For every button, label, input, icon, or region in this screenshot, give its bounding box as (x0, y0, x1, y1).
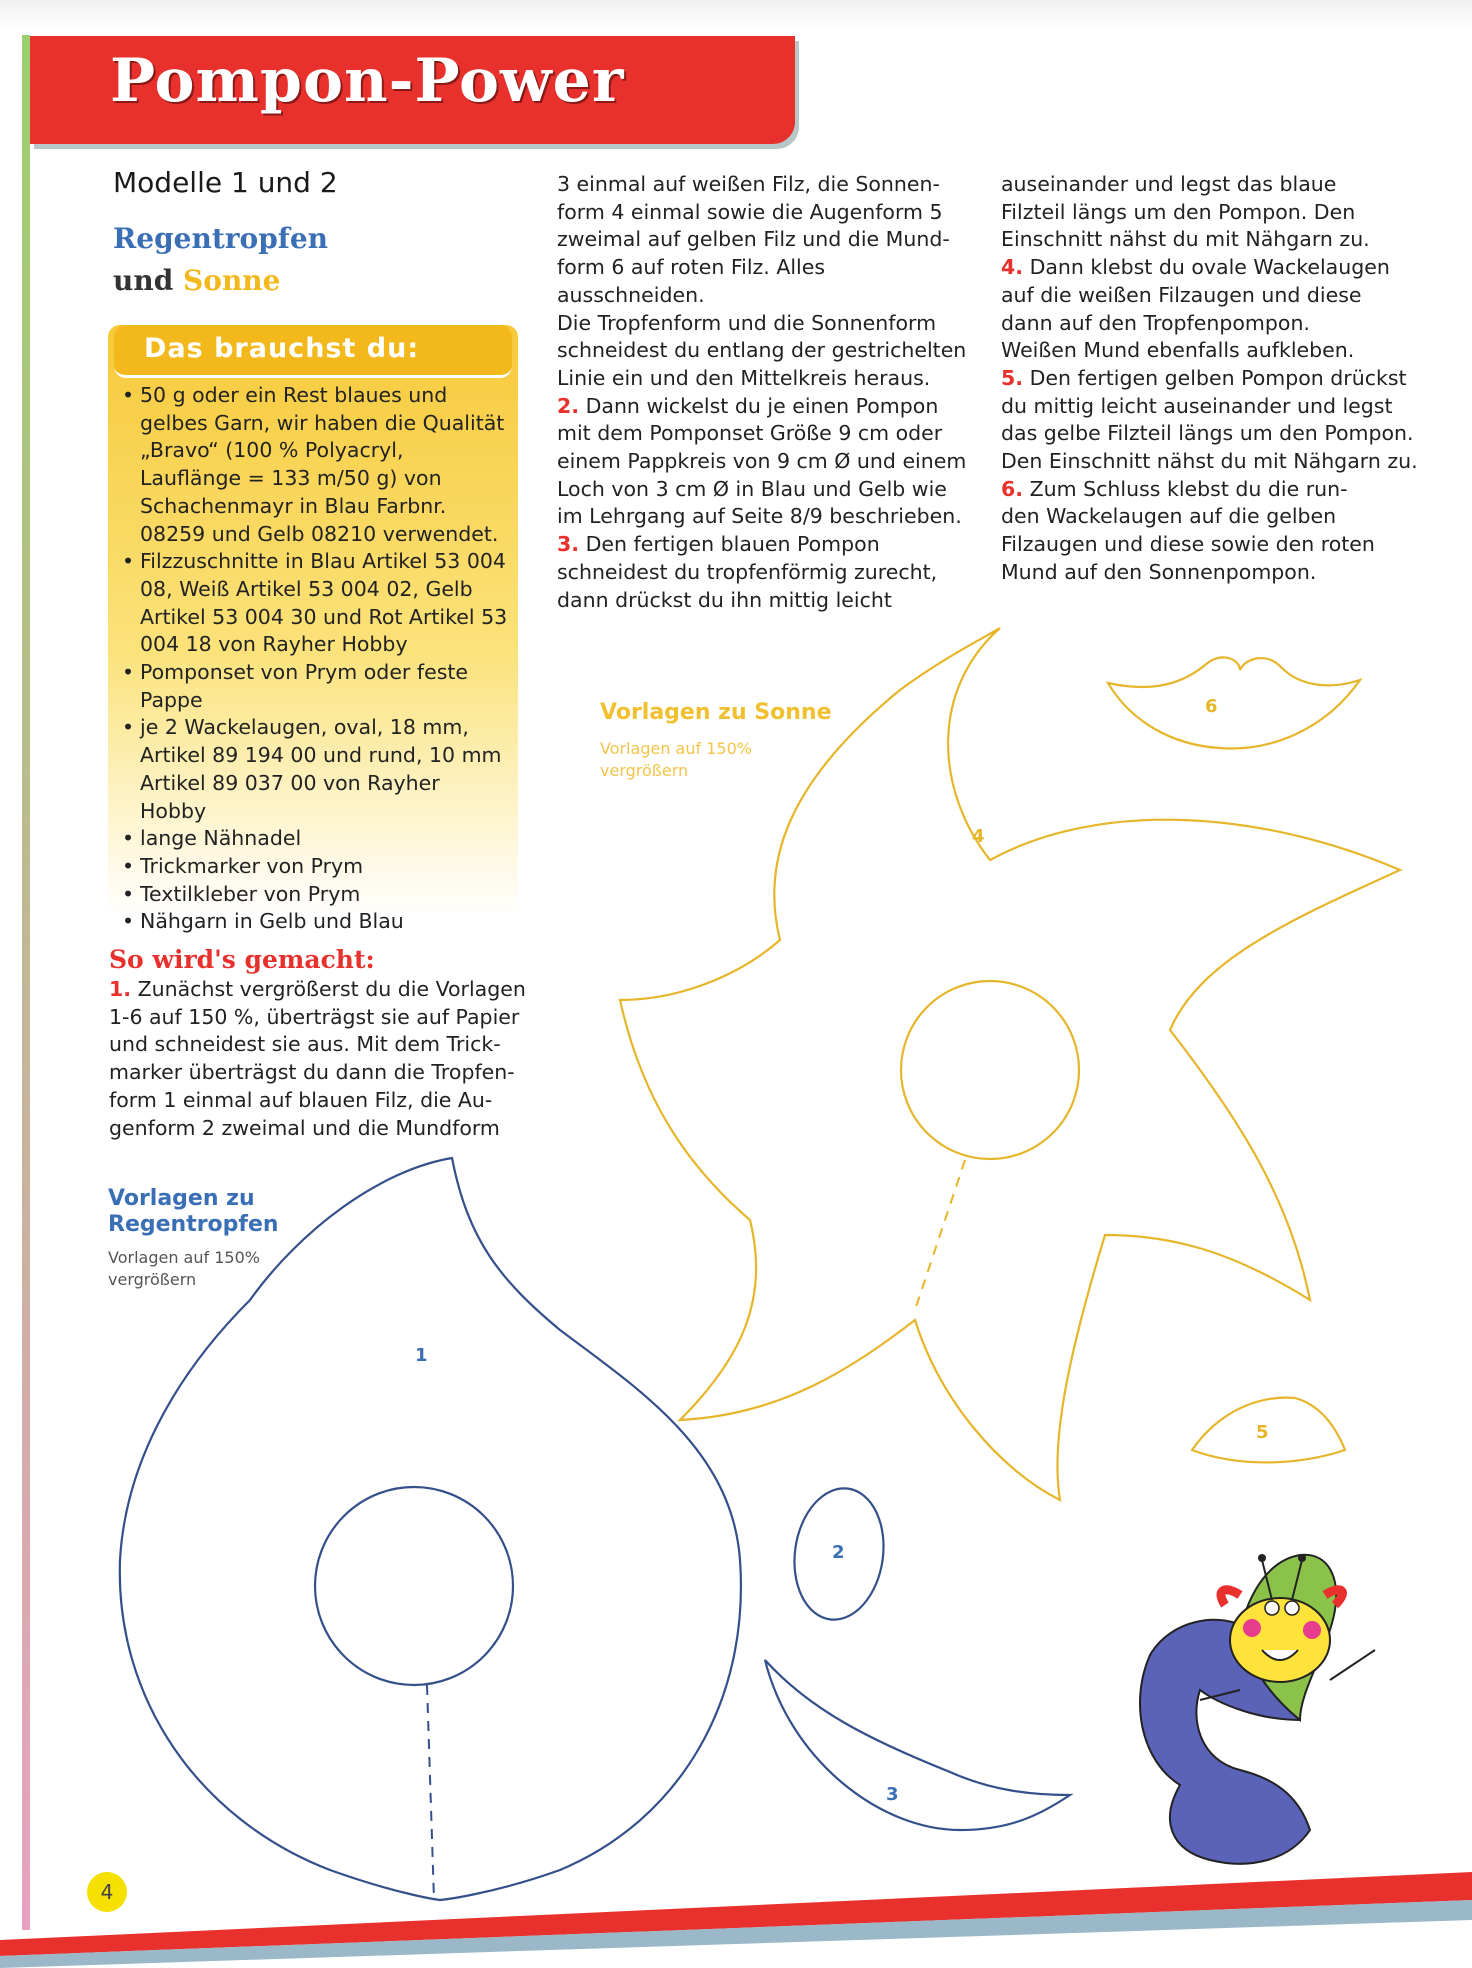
raindrop-templates-title-line: Vorlagen zu (108, 1186, 255, 1211)
step-text-line: Loch von 3 cm Ø in Blau und Gelb wie (557, 476, 947, 501)
step-text-line: auf die weißen Filzaugen und diese (1001, 282, 1362, 307)
materials-item: • lange Nähnadel (120, 825, 510, 853)
materials-item: • Trickmarker von Prym (120, 853, 510, 881)
step-text-line: form 4 einmal sowie die Augenform 5 (557, 199, 943, 224)
raindrop-templates-title-line: Regentropfen (108, 1212, 279, 1237)
mascot-worm-illustration (1140, 1554, 1375, 1864)
shape-label-4: 4 (972, 826, 985, 847)
step-text-line: schneidest du tropfenförmig zurecht, (557, 559, 938, 584)
step-text-line: Dann klebst du ovale Wackelaugen (1023, 255, 1390, 280)
shape-label-2: 2 (832, 1542, 845, 1563)
step-number: 5. (1001, 365, 1024, 390)
step-text-line: form 1 einmal auf blauen Filz, die Au- (109, 1087, 493, 1112)
step-text-line: Filzteil längs um den Pompon. Den (1001, 199, 1356, 224)
materials-item: • je 2 Wackelaugen, oval, 18 mm, Artikel 89 194 00 und rund, 10 mm Artikel 89 037 00 von Rayher Hobby (120, 714, 510, 825)
materials-item: • 50 g oder ein Rest blaues und gelbes Garn, wir haben die Qualität „Bravo“ (100 % Polyacryl, Lauflänge = 133 m/50 g) von Schachenmayr in Blau Farbnr. 08259 und Gelb 08210 verwendet. (120, 382, 510, 548)
raindrop-center-circle (315, 1487, 513, 1685)
step-text-line: schneidest du entlang der gestrichelten (557, 338, 967, 363)
materials-title: Das brauchst du: (144, 333, 420, 364)
step-text-line: Den fertigen blauen Pompon (585, 532, 880, 557)
step-number: 3. (557, 532, 580, 557)
step-text-line: Den fertigen gelben Pompon drückst (1029, 365, 1407, 390)
mouth-shape-3 (765, 1660, 1070, 1830)
step-text-line: 1-6 auf 150 %, überträgst sie auf Papier (109, 1004, 520, 1029)
step-text-line: auseinander und legst das blaue (1001, 172, 1337, 196)
step-text-line: Mund auf den Sonnenpompon. (1001, 559, 1317, 584)
step-text-line: marker überträgst du dann die Tropfen- (109, 1060, 515, 1085)
sun-center-circle (901, 981, 1079, 1159)
shape-label-1: 1 (415, 1345, 428, 1366)
models-subtitle: Modelle 1 und 2 (113, 166, 338, 199)
model-name-raindrop: Regentropfen (113, 222, 328, 255)
model-name-sun: Sonne (183, 264, 281, 297)
materials-item: • Pomponset von Prym oder feste Pappe (120, 659, 510, 714)
step-text-line: Weißen Mund ebenfalls aufkleben. (1001, 338, 1355, 363)
step-text-line: Filzaugen und diese sowie den roten (1001, 532, 1375, 557)
step-text-line: 3 einmal auf weißen Filz, die Sonnen- (557, 172, 940, 196)
step-text-line: Zum Schluss klebst du die run- (1029, 476, 1348, 501)
model-and: und (113, 264, 174, 297)
step-text-line: Dann wickelst du je einen Pompon (585, 393, 939, 418)
step-text-line: Zunächst vergrößerst du die Vorlagen (137, 977, 526, 1001)
sun-cut-line (915, 1160, 965, 1310)
materials-item: • Nähgarn in Gelb und Blau (120, 908, 510, 936)
step-text-line: den Wackelaugen auf die gelben (1001, 504, 1337, 529)
step-number: 6. (1001, 476, 1024, 501)
step-text-line: Einschnitt nähst du mit Nähgarn zu. (1001, 227, 1370, 252)
shape-label-6: 6 (1205, 696, 1218, 717)
step-text-line: und schneidest sie aus. Mit dem Trick- (109, 1032, 501, 1057)
step-text-line: dann drückst du ihn mittig leicht (557, 587, 892, 612)
raindrop-templates-note-line: vergrößern (108, 1270, 197, 1289)
step-text-line: form 6 auf roten Filz. Alles ausschneiden. (557, 255, 826, 307)
step-text-line: im Lehrgang auf Seite 8/9 beschrieben. (557, 504, 962, 529)
step-text-line: Linie ein und den Mittelkreis heraus. (557, 365, 931, 390)
mouth-shape-6 (1108, 657, 1360, 748)
step-text-line: Den Einschnitt nähst du mit Nähgarn zu. (1001, 449, 1418, 474)
page-number: 4 (87, 1872, 127, 1912)
shape-label-5: 5 (1256, 1422, 1269, 1443)
sun-shape-4 (620, 628, 1400, 1500)
step-text-line: du mittig leicht auseinander und legst (1001, 393, 1393, 418)
page-title: Pompon-Power (110, 46, 625, 116)
step-text-line: zweimal auf gelben Filz und die Mund- (557, 227, 950, 252)
sun-templates-title: Vorlagen zu Sonne (600, 700, 832, 725)
sun-templates-note-line: vergrößern (600, 761, 689, 780)
raindrop-templates-note-line: Vorlagen auf 150% (108, 1248, 260, 1267)
step-text-line: das gelbe Filzteil längs um den Pompon. (1001, 421, 1414, 446)
step-text-line: mit dem Pomponset Größe 9 cm oder (557, 421, 943, 446)
step-text-line: genform 2 zweimal und die Mundform (109, 1115, 500, 1140)
materials-item: • Filzzuschnitte in Blau Artikel 53 004 08, Weiß Artikel 53 004 02, Gelb Artikel 53 004 30 und Rot Artikel 53 004 18 von Rayher Hobby (120, 548, 510, 659)
step-text-line: dann auf den Tropfenpompon. (1001, 310, 1310, 335)
materials-item: • Textilkleber von Prym (120, 881, 510, 909)
step-number: 2. (557, 393, 580, 418)
step-text-line: Die Tropfenform und die Sonnenform (557, 310, 937, 335)
raindrop-shape-1 (120, 1158, 741, 1900)
shape-label-3: 3 (886, 1784, 899, 1805)
step-text-line: einem Pappkreis von 9 cm Ø und einem (557, 449, 967, 474)
bottom-stripe (0, 1860, 1472, 1968)
step-number: 4. (1001, 255, 1024, 280)
instructions-title: So wird's gemacht: (109, 945, 375, 974)
sun-templates-note-line: Vorlagen auf 150% (600, 739, 752, 758)
step-number: 1. (109, 977, 132, 1001)
